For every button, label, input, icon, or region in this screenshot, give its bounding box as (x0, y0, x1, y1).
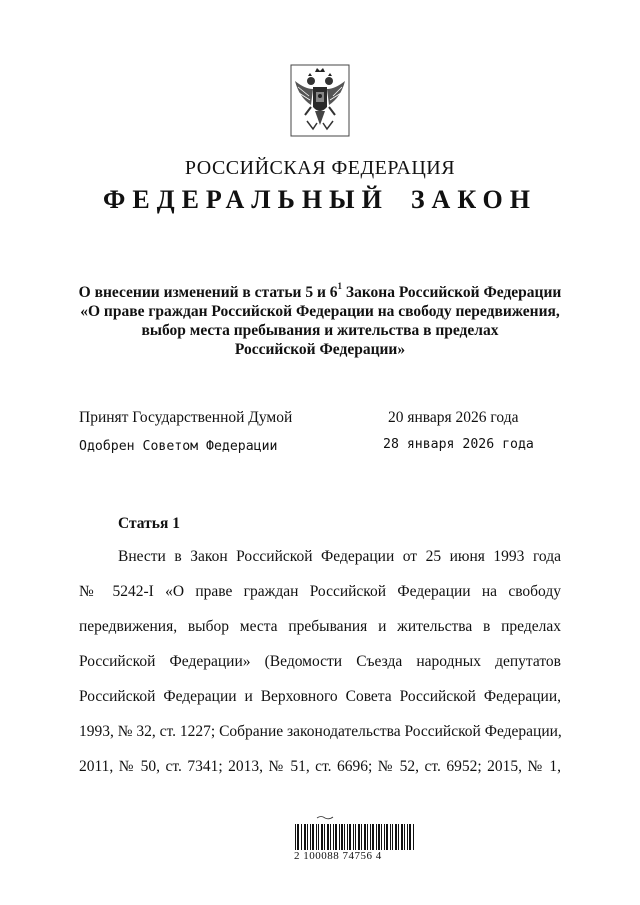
article-text-line: 2011, № 50, ст. 7341; 2013, № 51, ст. 6696; № 52, ст. 6952; 2015, № 1, (79, 758, 561, 775)
article-text-line: № 5242-I «О праве граждан Российской Федерации на свободу (79, 583, 561, 600)
coat-of-arms-icon (289, 63, 351, 138)
article-text-line: Внести в Закон Российской Федерации от 25 июня 1993 года (118, 548, 561, 565)
document-type (0, 185, 640, 215)
article-text-line: 1993, № 32, ст. 1227; Собрание законодательства Российской Федерации, (79, 723, 562, 740)
council-approval-date: 28 января 2026 года (383, 437, 534, 452)
document-type-word-2: ЗАКОН (410, 185, 537, 214)
document-type-word-1: ФЕДЕРАЛЬНЫЙ (103, 185, 389, 214)
superscript-index: 1 (337, 280, 343, 291)
title-line-2: «О праве граждан Российской Федерации на свободу передвижения, (80, 303, 560, 320)
law-title (60, 280, 580, 359)
duma-adoption-label: Принят Государственной Думой (79, 409, 293, 426)
article-heading: Статья 1 (118, 515, 180, 532)
title-line-4: Российской Федерации» (234, 341, 406, 358)
country-name: РОССИЙСКАЯ ФЕДЕРАЦИЯ (184, 157, 456, 179)
article-text-line: Российской Федерации и Верховного Совета Российской Федерации, (79, 688, 561, 705)
article-text-line: передвижения, выбор места пребывания и жительства в пределах (79, 618, 561, 635)
title-line-3: выбор места пребывания и жительства в пределах (141, 322, 499, 339)
council-approval-label: Одобрен Советом Федерации (79, 439, 278, 454)
barcode-number: 2 100088 74756 4 (294, 850, 382, 862)
article-text-line: Российской Федерации» (Ведомости Съезда народных депутатов (79, 653, 561, 670)
duma-adoption-date: 20 января 2026 года (388, 409, 519, 426)
title-line-1: О внесении изменений в статьи 5 и $6^1$ Закона Российской Федерации (78, 280, 562, 301)
